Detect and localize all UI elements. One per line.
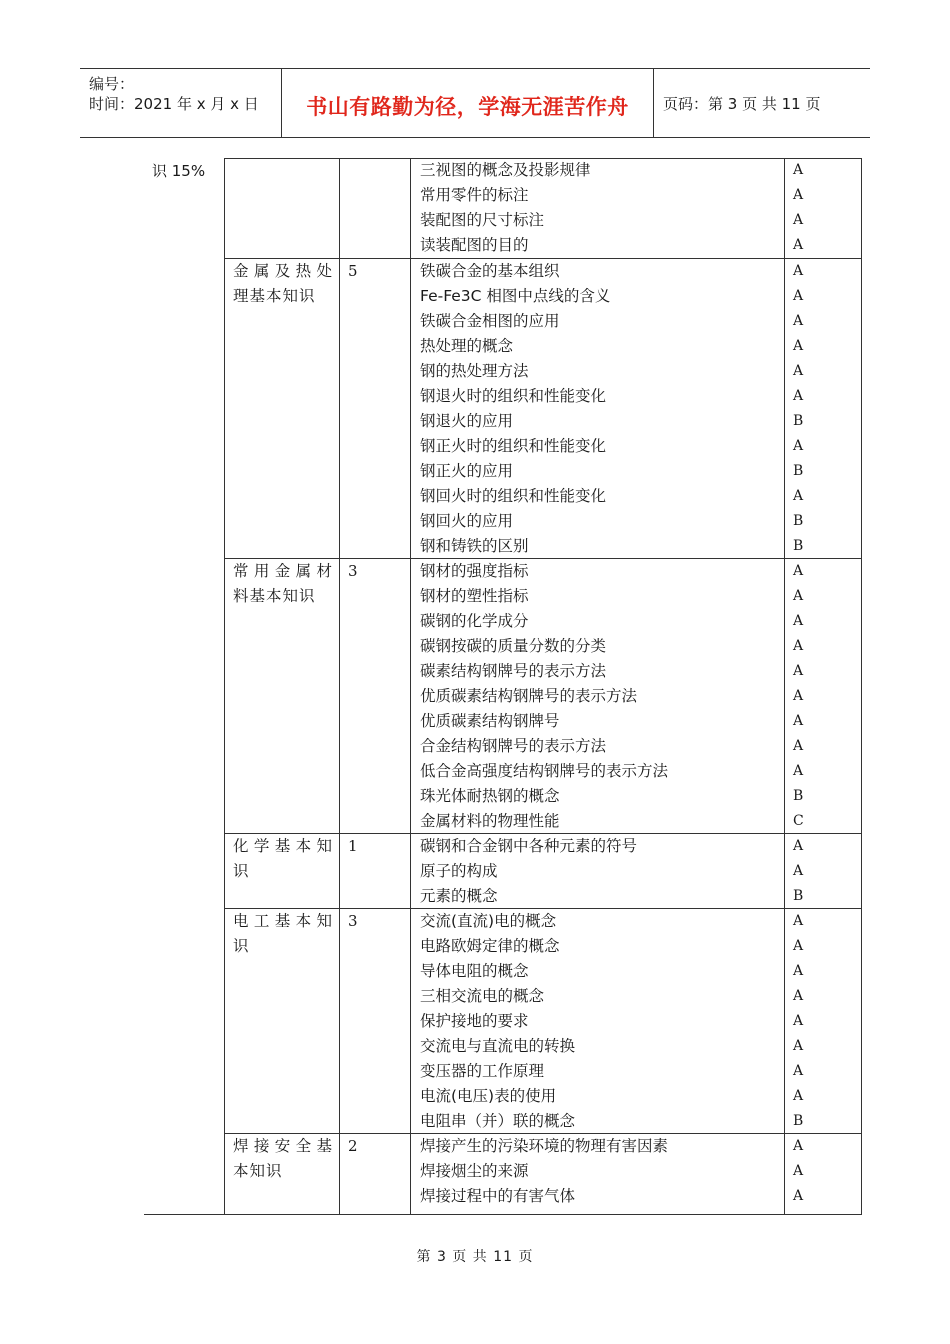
category-label [233, 559, 333, 609]
item-list [420, 834, 780, 909]
list-item: 交流(直流)电的概念 [420, 912, 557, 930]
level-value: A [793, 613, 804, 629]
weight-value: 3 [348, 912, 358, 930]
level-value: A [793, 1188, 804, 1204]
level-value: A [793, 913, 804, 929]
list-item: 交流电与直流电的转换 [420, 1037, 576, 1055]
category-line: 电工基本知 [233, 912, 333, 930]
weight-value: 2 [348, 1137, 358, 1155]
weight-value: 3 [348, 562, 358, 580]
level-value: A [793, 713, 804, 729]
list-item: 低合金高强度结构钢牌号的表示方法 [420, 762, 669, 780]
list-item: 钢退火的应用 [420, 412, 514, 430]
item-list [420, 909, 780, 1134]
item-list [420, 259, 780, 559]
level-value: B [793, 1113, 804, 1129]
list-item: 钢的热处理方法 [420, 362, 529, 380]
list-item: 碳钢的化学成分 [420, 612, 529, 630]
level-value: A [793, 963, 804, 979]
list-item: 钢回火时的组织和性能变化 [420, 487, 607, 505]
level-value: A [793, 1163, 804, 1179]
list-item: 碳素结构钢牌号的表示方法 [420, 662, 607, 680]
list-item: 装配图的尺寸标注 [420, 211, 545, 229]
list-item: Fe-Fe3C 相图中点线的含义 [420, 287, 611, 305]
list-item: 读装配图的目的 [420, 236, 529, 254]
level-list [793, 909, 823, 1134]
column-divider [224, 158, 225, 1214]
list-item: 原子的构成 [420, 862, 498, 880]
category-line: 化学基本知 [233, 837, 333, 855]
category-label [233, 834, 333, 884]
level-list [793, 259, 823, 559]
list-item: 三相交流电的概念 [420, 987, 545, 1005]
list-item: 电路欧姆定律的概念 [420, 937, 560, 955]
list-item: 钢正火的应用 [420, 462, 514, 480]
level-value: A [793, 1013, 804, 1029]
level-value: A [793, 763, 804, 779]
level-value: A [793, 938, 804, 954]
table-bottom-border [144, 1214, 862, 1215]
category-line: 常用金属材 [233, 562, 333, 580]
category-label [233, 909, 333, 959]
header-page-cell [654, 69, 870, 137]
column-divider [339, 158, 340, 1214]
level-value: A [793, 237, 804, 253]
level-list [793, 834, 823, 909]
item-list [420, 1134, 780, 1209]
list-item: 三视图的概念及投影规律 [420, 161, 591, 179]
level-value: A [793, 988, 804, 1004]
category-label [233, 1134, 333, 1184]
list-item: 钢回火的应用 [420, 512, 514, 530]
category-line: 识 [233, 937, 250, 955]
list-item: 常用零件的标注 [420, 186, 529, 204]
level-value: A [793, 338, 804, 354]
category-line: 料基本知识 [233, 587, 316, 605]
list-item: 钢材的塑性指标 [420, 587, 529, 605]
page-footer: 第 3 页 共 11 页 [416, 1249, 534, 1265]
serial-label: 编号： [89, 75, 135, 93]
list-item: 钢材的强度指标 [420, 562, 529, 580]
level-value: A [793, 863, 804, 879]
list-item: 焊接烟尘的来源 [420, 1162, 529, 1180]
level-value: B [793, 888, 804, 904]
list-item: 导体电阻的概念 [420, 962, 529, 980]
level-value: A [793, 363, 804, 379]
level-value: A [793, 438, 804, 454]
level-value: A [793, 1138, 804, 1154]
list-item: 变压器的工作原理 [420, 1062, 545, 1080]
page-header [80, 68, 870, 138]
level-value: A [793, 663, 804, 679]
list-item: 钢和铸铁的区别 [420, 537, 529, 555]
list-item: 元素的概念 [420, 887, 498, 905]
level-value: A [793, 563, 804, 579]
level-value: A [793, 162, 804, 178]
page-info: 页码：第 3 页 共 11 页 [663, 95, 821, 113]
weight-value: 5 [348, 262, 358, 280]
table-right-border [861, 158, 862, 1214]
category-line: 焊接安全基 [233, 1137, 333, 1155]
list-item: 焊接过程中的有害气体 [420, 1187, 576, 1205]
list-item: 保护接地的要求 [420, 1012, 529, 1030]
category-label [233, 259, 333, 309]
motto-text: 书山有路勤为径，学海无涯苦作舟 [306, 95, 629, 119]
level-value: A [793, 187, 804, 203]
time-label: 时间：2021 年 x 月 x 日 [89, 95, 259, 113]
level-list [793, 559, 823, 834]
level-value: A [793, 1038, 804, 1054]
list-item: 合金结构钢牌号的表示方法 [420, 737, 607, 755]
level-value: B [793, 463, 804, 479]
list-item: 电流(电压)表的使用 [420, 1087, 557, 1105]
continued-level-list [793, 158, 823, 258]
list-item: 钢正火时的组织和性能变化 [420, 437, 607, 455]
header-meta-cell [80, 69, 282, 137]
list-item: 优质碳素结构钢牌号的表示方法 [420, 687, 638, 705]
list-item: 电阻串（并）联的概念 [420, 1112, 576, 1130]
category-line: 金属及热处 [233, 262, 333, 280]
level-value: A [793, 313, 804, 329]
list-item: 碳钢按碳的质量分数的分类 [420, 637, 607, 655]
first-column-text: 识 15% [152, 162, 206, 180]
level-value: A [793, 1088, 804, 1104]
level-value: A [793, 212, 804, 228]
list-item: 珠光体耐热钢的概念 [420, 787, 560, 805]
list-item: 优质碳素结构钢牌号 [420, 712, 560, 730]
level-value: A [793, 1063, 804, 1079]
level-value: B [793, 788, 804, 804]
item-list [420, 559, 780, 834]
level-value: A [793, 388, 804, 404]
list-item: 铁碳合金相图的应用 [420, 312, 560, 330]
level-list [793, 1134, 823, 1209]
weight-value: 1 [348, 837, 358, 855]
knowledge-table [144, 158, 861, 1214]
level-value: A [793, 738, 804, 754]
list-item: 金属材料的物理性能 [420, 812, 560, 830]
level-value: A [793, 638, 804, 654]
continued-item-list [420, 158, 780, 258]
level-value: A [793, 488, 804, 504]
column-divider [784, 158, 785, 1214]
level-value: B [793, 538, 804, 554]
level-value: B [793, 513, 804, 529]
list-item: 焊接产生的污染环境的物理有害因素 [420, 1137, 669, 1155]
level-value: A [793, 588, 804, 604]
level-value: A [793, 263, 804, 279]
category-line: 理基本知识 [233, 287, 316, 305]
level-value: A [793, 288, 804, 304]
category-line: 识 [233, 862, 250, 880]
level-value: A [793, 838, 804, 854]
list-item: 铁碳合金的基本组织 [420, 262, 560, 280]
list-item: 碳钢和合金钢中各种元素的符号 [420, 837, 638, 855]
column-divider [410, 158, 411, 1214]
list-item: 钢退火时的组织和性能变化 [420, 387, 607, 405]
level-value: C [793, 813, 804, 829]
level-value: B [793, 413, 804, 429]
category-line: 本知识 [233, 1162, 283, 1180]
header-motto-cell [282, 69, 654, 137]
list-item: 热处理的概念 [420, 337, 514, 355]
level-value: A [793, 688, 804, 704]
